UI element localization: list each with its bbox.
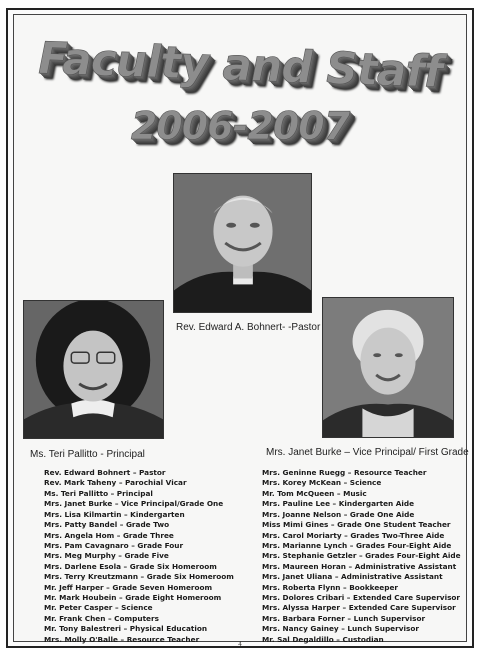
list-item: Mr. Sal Degaldillo – Custodian <box>262 634 384 644</box>
list-item: Mr. Frank Chen – Computers <box>44 613 159 623</box>
page-title: Faculty and Staff <box>38 32 442 99</box>
list-item: Mrs. Meg Murphy – Grade Five <box>44 551 169 561</box>
list-item: Mr. Tom McQueen – Music <box>262 488 367 498</box>
list-item: Ms. Teri Pallitto – Principal <box>44 488 153 498</box>
list-item: Mrs. Geninne Ruegg – Resource Teacher <box>262 468 427 477</box>
page-number: 4 <box>238 640 242 648</box>
list-item: Mrs. Patty Bandel – Grade Two <box>44 520 170 530</box>
list-item: Miss Mimi Gines – Grade One Student Teacher <box>262 520 451 530</box>
list-item: Mrs. Pam Cavagnaro – Grade Four <box>44 540 184 550</box>
list-item: Mrs. Dolores Cribari – Extended Care Supervisor <box>262 593 461 603</box>
list-item: Mrs. Barbara Forner – Lunch Supervisor <box>262 613 426 623</box>
list-item: Rev. Edward Bohnert – Pastor <box>44 468 166 477</box>
list-item: Mrs. Angela Hom – Grade Three <box>44 530 174 540</box>
list-item: Mrs. Janet Uliana – Administrative Assistant <box>262 572 443 582</box>
list-item: Rev. Mark Taheny – Parochial Vicar <box>44 478 187 488</box>
staff-list-right <box>262 468 461 645</box>
list-item: Mrs. Marianne Lynch – Grades Four-Eight Aide <box>262 540 452 550</box>
list-item: Mr. Tony Balestreri – Physical Education <box>44 624 208 634</box>
list-item: Mrs. Alyssa Harper – Extended Care Supervisor <box>262 603 456 613</box>
vice-principal-caption: Mrs. Janet Burke – Vice Principal/ First Grade <box>266 447 469 458</box>
list-item: Mrs. Joanne Nelson – Grade One Aide <box>262 509 415 519</box>
list-item: Mrs. Janet Burke – Vice Principal/Grade One <box>44 499 224 509</box>
list-item: Mrs. Carol Moriarty – Grades Two-Three Aide <box>262 530 445 540</box>
list-item: Mrs. Roberta Flynn – Bookkeeper <box>262 582 398 592</box>
list-item: Mr. Mark Houbein – Grade Eight Homeroom <box>44 593 222 603</box>
list-item: Mrs. Pauline Lee – Kindergarten Aide <box>262 499 415 509</box>
list-item: Mrs. Maureen Horan – Administrative Assistant <box>262 561 457 571</box>
list-item: Mrs. Nancy Gainey – Lunch Supervisor <box>262 624 419 634</box>
pastor-caption: Rev. Edward A. Bohnert- -Pastor <box>176 322 321 333</box>
list-item: Mr. Peter Casper – Science <box>44 603 153 613</box>
principal-photo <box>23 300 164 439</box>
staff-list-left <box>44 468 234 645</box>
list-item: Mrs. Darlene Esola – Grade Six Homeroom <box>44 561 217 571</box>
list-item: Mr. Jeff Harper – Grade Seven Homeroom <box>44 582 213 592</box>
list-item: Mrs. Molly O'Balle – Resource Teacher <box>44 634 200 644</box>
principal-caption: Ms. Teri Pallitto - Principal <box>30 449 145 460</box>
page-subtitle-year: 2006-2007 <box>130 104 350 148</box>
pastor-photo <box>173 173 312 313</box>
list-item: Mrs. Stephanie Getzler – Grades Four-Eight Aide <box>262 551 461 561</box>
list-item: Mrs. Korey McKean – Science <box>262 478 382 488</box>
list-item: Mrs. Lisa Kilmartin – Kindergarten <box>44 509 185 519</box>
vice-principal-photo <box>322 297 454 438</box>
list-item: Mrs. Terry Kreutzmann – Grade Six Homeroom <box>44 572 234 582</box>
